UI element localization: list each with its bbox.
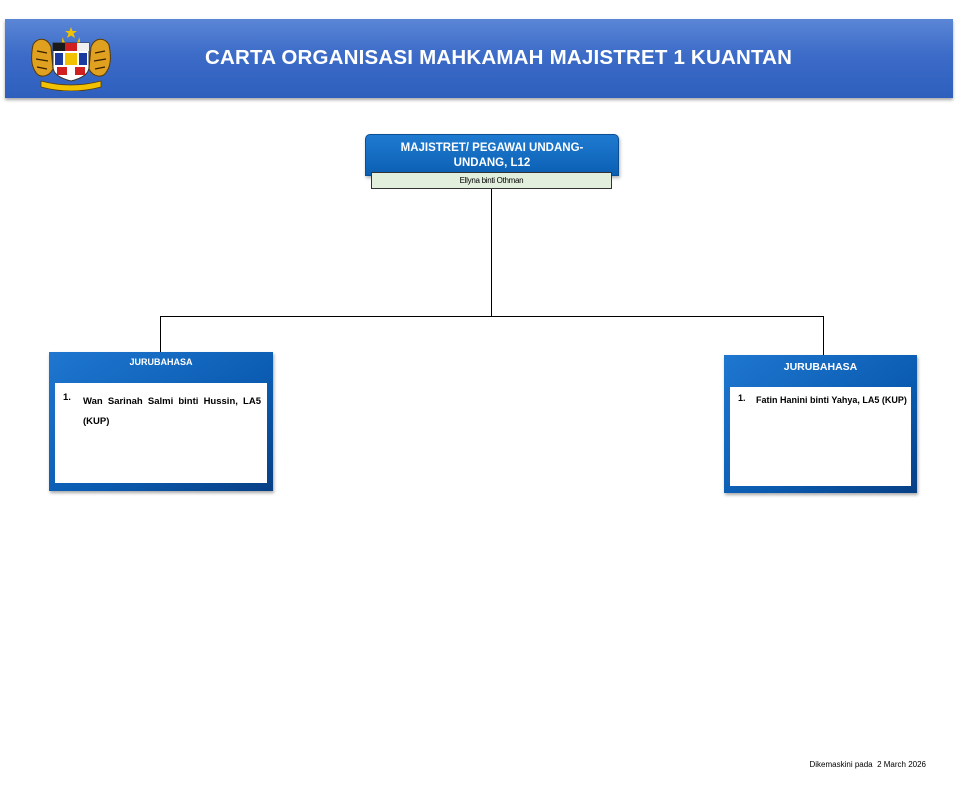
top-position-box — [365, 134, 619, 176]
page-title: CARTA ORGANISASI MAHKAMAH MAJISTRET 1 KUANTAN — [205, 46, 793, 69]
top-position-name: Ellyna binti Othman — [371, 172, 612, 189]
left-unit-title: JURUBAHASA — [129, 357, 193, 367]
malaysia-coat-of-arms-icon — [27, 25, 115, 91]
top-position-title-line1: MAJISTRET/ PEGAWAI UNDANG- — [400, 142, 584, 154]
list-item-text: Fatin Hanini binti Yahya, LA5 (KUP) — [756, 395, 907, 405]
connector-left-drop — [160, 316, 161, 352]
connector-vertical-main — [491, 189, 492, 316]
right-unit-box — [724, 355, 917, 493]
right-unit-title: JURUBAHASA — [783, 361, 858, 373]
connector-right-drop — [823, 316, 824, 355]
top-position-title-line2: UNDANG, L12 — [453, 157, 531, 169]
list-item-number: 1. — [738, 393, 746, 403]
list-item — [738, 393, 907, 407]
last-updated-note: Dikemaskini pada 2 March 2026 — [809, 760, 926, 769]
left-unit-list — [55, 383, 267, 483]
list-item — [63, 392, 261, 432]
list-item-text: Wan Sarinah Salmi binti Hussin, LA5 (KUP) — [83, 396, 261, 427]
right-unit-list — [730, 387, 911, 486]
left-unit-box — [49, 352, 273, 491]
list-item-number: 1. — [63, 392, 71, 403]
header-banner — [5, 19, 953, 98]
connector-horizontal — [160, 316, 824, 317]
